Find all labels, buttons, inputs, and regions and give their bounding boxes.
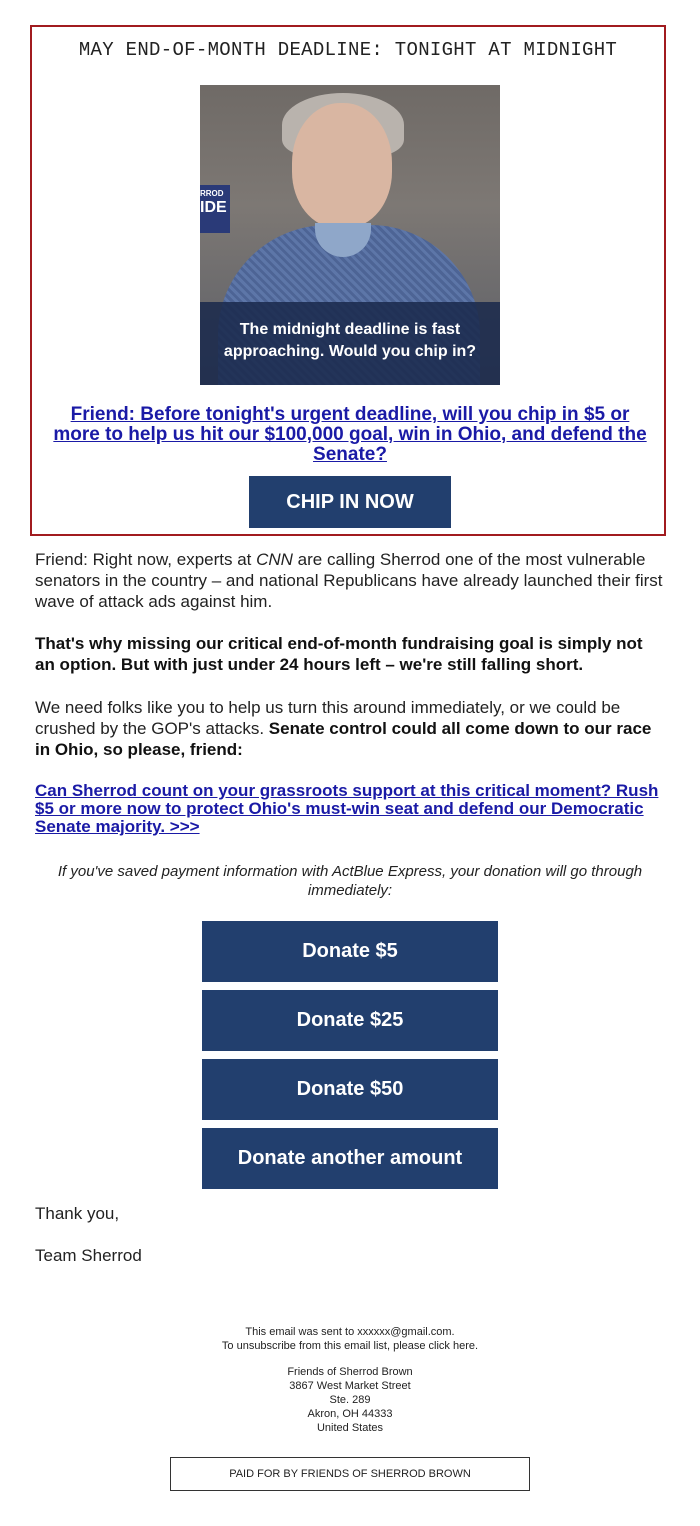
image-caption-line2: approaching. Would you chip in? [223,343,477,360]
footer-street: 3867 West Market Street [289,1380,411,1392]
donate-25-button[interactable]: Donate $25 [202,990,498,1051]
paragraph-intro [35,549,665,612]
image-caption [200,302,500,385]
unsubscribe-link[interactable]: To unsubscribe from this email list, please click here. [221,1340,479,1352]
paragraph-appeal-bold: Senate control could all come down to our race in Ohio, so please, friend: [35,719,652,759]
image-caption-line1: The midnight deadline is fast [239,321,461,338]
footer-suite: Ste. 289 [329,1394,371,1406]
source-name: CNN [256,550,293,569]
deadline-banner: MAY END-OF-MONTH DEADLINE: TONIGHT AT MIDNIGHT [78,39,618,61]
footer-country: United States [316,1422,384,1434]
donate-other-amount-button[interactable]: Donate another amount [202,1128,498,1189]
grassroots-donate-link[interactable]: Can Sherrod count on your grassroots support at this critical moment? Rush $5 or more now to protect Ohio's must-win seat and defend our Democratic Senate majority. >>> [35,781,659,836]
paragraph-appeal-text: We need folks like you to help us turn this around immediately, or we could be crushed by the GOP's attacks. [35,698,621,738]
footer-city: Akron, OH 44333 [307,1408,393,1420]
campaign-sign [200,185,230,233]
paragraph-urgent: That's why missing our critical end-of-month fundraising goal is simply not an option. But with just under 24 hours left – we're still falling short. [35,634,643,674]
hero-image[interactable] [200,85,500,385]
campaign-sign-big-text: IDE [200,199,227,216]
donate-50-button[interactable]: Donate $50 [202,1059,498,1120]
hero-box [30,25,666,536]
donate-5-button[interactable]: Donate $5 [202,921,498,982]
paragraph-intro-text: Friend: Right now, experts at [35,550,257,569]
footer-sent-to: This email was sent to xxxxxx@gmail.com. [245,1326,455,1338]
chip-in-button[interactable]: CHIP IN NOW [249,476,451,528]
team-signature: Team Sherrod [35,1246,142,1265]
paragraph-appeal [35,697,665,760]
paid-for-disclaimer: PAID FOR BY FRIENDS OF SHERROD BROWN [170,1457,530,1491]
paragraph-intro-rest: are calling Sherrod one of the most vulnerable senators in the country – and national Republicans have already launched their first wave of attack ads against him. [35,550,663,611]
photo-face [292,103,392,228]
thank-you-text: Thank you, [35,1204,120,1223]
actblue-express-note: If you've saved payment information with ActBlue Express, your donation will go through immediately: [57,863,643,899]
footer-org-name: Friends of Sherrod Brown [287,1366,413,1378]
campaign-sign-small-text: RROD [200,189,224,198]
headline-donate-link[interactable]: Friend: Before tonight's urgent deadline, will you chip in $5 or more to help us hit our $100,000 goal, win in Ohio, and defend the Senate? [53,404,647,465]
